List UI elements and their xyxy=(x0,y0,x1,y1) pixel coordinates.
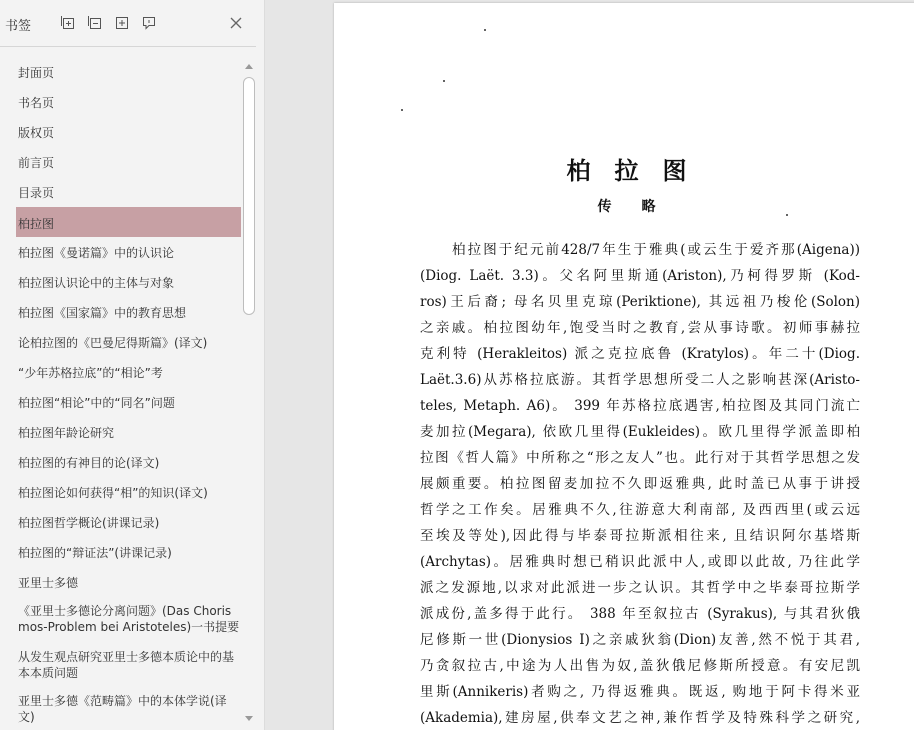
bookmark-item[interactable]: 柏拉图《曼诺篇》中的认识论 xyxy=(18,246,175,260)
text-line: 拉图《哲人篇》中所称之“形之友人”也。此行对于其哲学思想之发 xyxy=(420,450,860,466)
scroll-up-icon[interactable] xyxy=(245,64,253,69)
bookmark-item[interactable]: 从发生观点研究亚里士多德本质论中的基本本质问题 xyxy=(18,650,235,680)
bookmark-item[interactable]: 柏拉图《国家篇》中的教育思想 xyxy=(18,306,187,320)
bookmark-item-selected[interactable]: 柏拉图 xyxy=(16,207,241,237)
scan-speck xyxy=(443,80,445,82)
text-line: (Diog. Laët. 3.3)。父名阿里斯通(Ariston),乃柯得罗斯 (Kod- xyxy=(420,268,860,284)
bookmark-options-icon[interactable] xyxy=(141,15,157,31)
scroll-down-icon[interactable] xyxy=(245,716,253,721)
text-line: 至埃及等处),因此得与毕泰哥拉斯派相往来, 且结识阿尔基塔斯 xyxy=(420,528,860,544)
text-line: 里斯(Annikeris)者购之, 乃得返雅典。既返, 购地于阿卡得米亚 xyxy=(420,684,860,700)
bookmark-item[interactable]: 版权页 xyxy=(18,126,55,140)
scan-speck xyxy=(484,29,486,31)
bookmark-item[interactable]: 封面页 xyxy=(18,66,55,80)
text-line: 乃贪叙拉古,中途为人出售为奴,盖狄俄尼修斯所授意。有安尼凯 xyxy=(420,658,860,674)
text-line: 展颇重要。柏拉图留麦加拉不久即返雅典, 此时盖已从事于讲授 xyxy=(420,476,860,492)
text-line: 派成份,盖多得于此行。 388 年至叙拉古 (Syrakus), 与其君狄俄 xyxy=(420,606,860,622)
bookmark-item[interactable]: 目录页 xyxy=(18,186,55,200)
add-bookmark-icon[interactable] xyxy=(114,15,130,31)
text-line: 柏拉图于纪元前428/7年生于雅典(或云生于爱齐那(Aigena)) xyxy=(452,242,860,258)
page-title: 柏拉图 xyxy=(566,156,711,185)
text-line: 尼修斯一世(Dionysios I)之亲戚狄翁(Dion)友善,然不悦于其君, xyxy=(420,632,860,648)
expand-all-icon[interactable] xyxy=(60,15,76,31)
bookmark-item[interactable]: 柏拉图年龄论研究 xyxy=(18,426,115,440)
bookmark-scrollbar[interactable] xyxy=(242,56,256,730)
text-line: Laët.3.6)从苏格拉底游。其哲学思想所受二人之影响甚深(Aristo- xyxy=(420,372,860,388)
text-line: 哲学之工作矣。居雅典不久,往游意大利南部, 及西西里(或云远 xyxy=(420,502,860,518)
scan-speck xyxy=(401,109,403,111)
collapse-all-icon[interactable] xyxy=(87,15,103,31)
text-line: 派之发源地,以求对此派进一步之认识。其哲学中之毕泰哥拉斯学 xyxy=(420,580,860,596)
bookmark-item[interactable]: 亚里士多德《范畴篇》中的本体学说(译文) xyxy=(18,694,227,724)
text-line: (Akademia),建房屋,供奉文艺之神,兼作哲学及特殊科学之研究, xyxy=(420,710,860,726)
scrollbar-thumb[interactable] xyxy=(243,77,255,315)
bookmark-panel xyxy=(0,0,265,730)
text-line: 麦加拉(Megara), 依欧几里得(Eukleides)。欧几里得学派盖即柏 xyxy=(420,424,860,440)
text-line: 之亲戚。柏拉图幼年,饱受当时之教育,尝从事诗歌。初师事赫拉 xyxy=(420,320,860,336)
bookmark-item[interactable]: 柏拉图论如何获得“相”的知识(译文) xyxy=(18,486,208,500)
header-divider xyxy=(0,46,256,47)
bookmark-item[interactable]: 柏拉图的有神目的论(译文) xyxy=(18,456,160,470)
text-line: (Archytas)。居雅典时想已稍识此派中人,或即以此故, 乃往此学 xyxy=(420,554,860,570)
bookmark-item[interactable]: 柏拉图的“辩证法”(讲课记录) xyxy=(18,546,172,560)
bookmark-item[interactable]: 柏拉图哲学概论(讲课记录) xyxy=(18,516,160,530)
bookmark-item[interactable]: 《亚里士多德论分离问题》(Das Chorismos-Problem bei Aristoteles)一书提要 xyxy=(18,604,240,634)
bookmark-item[interactable]: 柏拉图认识论中的主体与对象 xyxy=(18,276,175,290)
bookmark-list xyxy=(0,56,244,730)
bookmark-item[interactable]: 书名页 xyxy=(18,96,55,110)
bookmark-item[interactable]: “少年苏格拉底”的“相论”考 xyxy=(18,366,163,380)
bookmark-item[interactable]: 论柏拉图的《巴曼尼得斯篇》(译文) xyxy=(18,336,208,350)
bookmark-item[interactable]: 柏拉图“相论”中的“同名”问题 xyxy=(18,396,175,410)
bookmark-panel-title: 书签 xyxy=(5,19,32,34)
page-subtitle: 传略 xyxy=(597,199,686,215)
text-line: teles, Metaph. A6)。 399 年苏格拉底遇害,柏拉图及其同门流亡 xyxy=(420,398,860,414)
close-icon[interactable] xyxy=(228,15,244,31)
document-viewer[interactable] xyxy=(266,0,914,730)
text-line: ros)王后裔; 母名贝里克琼(Periktione), 其远祖乃梭伦(Solon) xyxy=(420,294,860,310)
bookmark-panel-header xyxy=(0,0,265,46)
bookmark-item[interactable]: 亚里士多德 xyxy=(18,576,79,590)
text-line: 克利特 (Herakleitos) 派之克拉底鲁 (Kratylos)。年二十(Diog. xyxy=(420,346,860,362)
bookmark-item[interactable]: 前言页 xyxy=(18,156,55,170)
document-page xyxy=(334,3,914,730)
